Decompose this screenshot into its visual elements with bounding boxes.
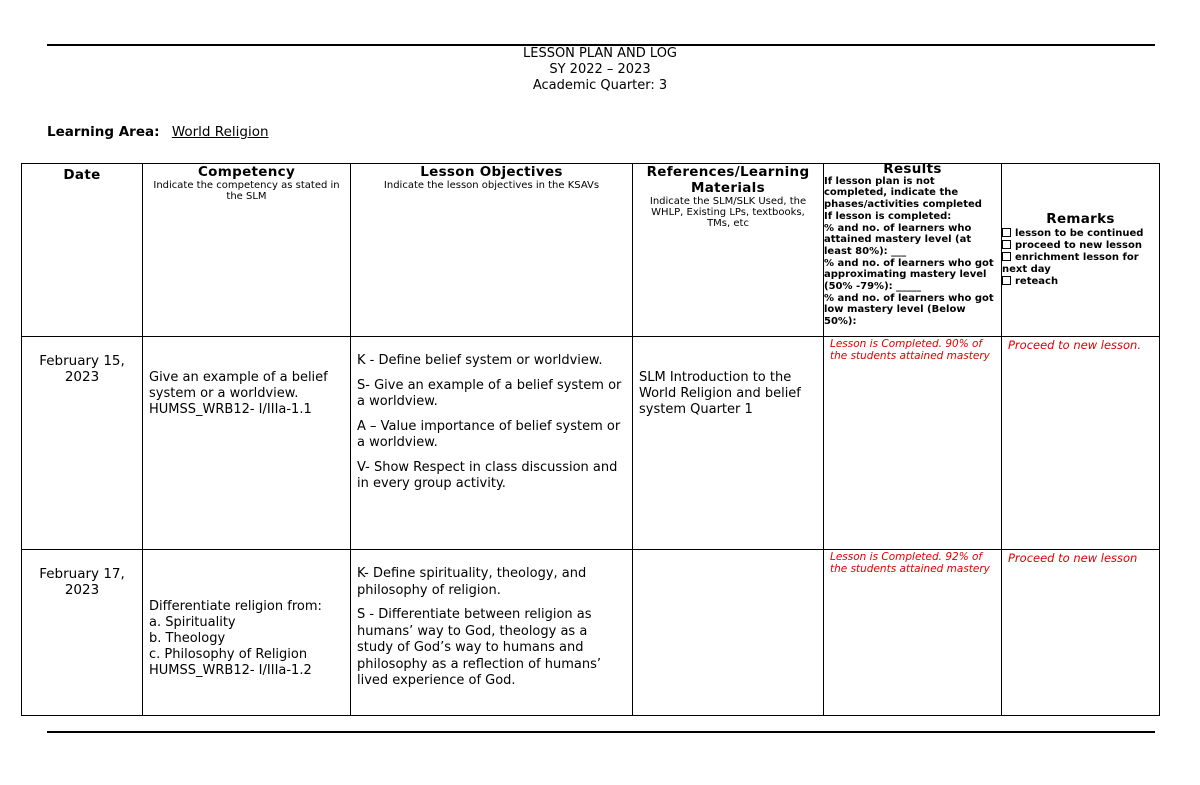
header-remarks: Remarks lesson to be continued proceed to new lesson enrichment lesson for next day reteach (1002, 164, 1160, 337)
table-header-row (22, 164, 1160, 337)
row-objectives: K - Define belief system or worldview. S- Give an example of a belief system or a worldview. A – Value importance of belief system or a worldview. V- Show Respect in class discussion and in every group activity. (351, 337, 633, 550)
checkbox-icon (1002, 228, 1011, 237)
row-date: February 17, 2023 (22, 550, 143, 716)
checkbox-icon (1002, 252, 1011, 261)
lesson-plan-table (21, 163, 1160, 716)
row-results: Lesson is Completed. 90% of the students attained mastery (824, 337, 1002, 550)
row-objectives: K- Define spirituality, theology, and philosophy of religion. S - Differentiate between religion as humans’ way to God, theology as a study of God’s way to humans and philosophy as a reflection of humans’ lived experience of God. (351, 550, 633, 716)
row-remarks: Proceed to new lesson (1002, 550, 1160, 716)
row-references: SLM Introduction to the World Religion and belief system Quarter 1 (633, 337, 824, 550)
header-results: Results If lesson plan is not completed, indicate the phases/activities completed If lesson is completed: % and no. of learners who attained mastery level (at least 80%): ___ % and no. of learners who got approximating mastery level (50% -79%): _____ % and no. of learners who got low mastery level (Below 50%): (824, 164, 1002, 337)
document-header (0, 46, 1200, 94)
row-competency: Give an example of a belief system or a worldview. HUMSS_WRB12- I/IIIa-1.1 (143, 337, 351, 550)
remark-option: enrichment lesson for next day (1002, 251, 1139, 275)
checkbox-icon (1002, 240, 1011, 249)
header-references: References/Learning Materials Indicate the SLM/SLK Used, the WHLP, Existing LPs, textbooks, TMs, etc (633, 164, 824, 337)
row-remarks: Proceed to new lesson. (1002, 337, 1160, 550)
bottom-rule (47, 731, 1155, 733)
row-date: February 15, 2023 (22, 337, 143, 550)
learning-area (47, 124, 269, 140)
remark-option: reteach (1002, 276, 1159, 288)
learning-area-label: Learning Area: (47, 124, 160, 140)
learning-area-value: World Religion (171, 124, 269, 140)
school-year: SY 2022 – 2023 (549, 62, 651, 77)
remark-option: proceed to new lesson (1002, 240, 1159, 252)
header-competency: Competency Indicate the competency as stated in the SLM (143, 164, 351, 337)
row-competency: Differentiate religion from: a. Spirituality b. Theology c. Philosophy of Religion HUMSS_WRB12- I/IIIa-1.2 (143, 550, 351, 716)
row-references (633, 550, 824, 716)
row-results: Lesson is Completed. 92% of the students attained mastery (824, 550, 1002, 716)
remark-option: lesson to be continued (1002, 228, 1159, 240)
academic-quarter: Academic Quarter: 3 (532, 78, 668, 93)
table-row (22, 550, 1160, 716)
document-title: LESSON PLAN AND LOG (522, 46, 678, 61)
table-row (22, 337, 1160, 550)
header-objectives: Lesson Objectives Indicate the lesson objectives in the KSAVs (351, 164, 633, 337)
checkbox-icon (1002, 276, 1011, 285)
header-date: Date (22, 164, 143, 337)
